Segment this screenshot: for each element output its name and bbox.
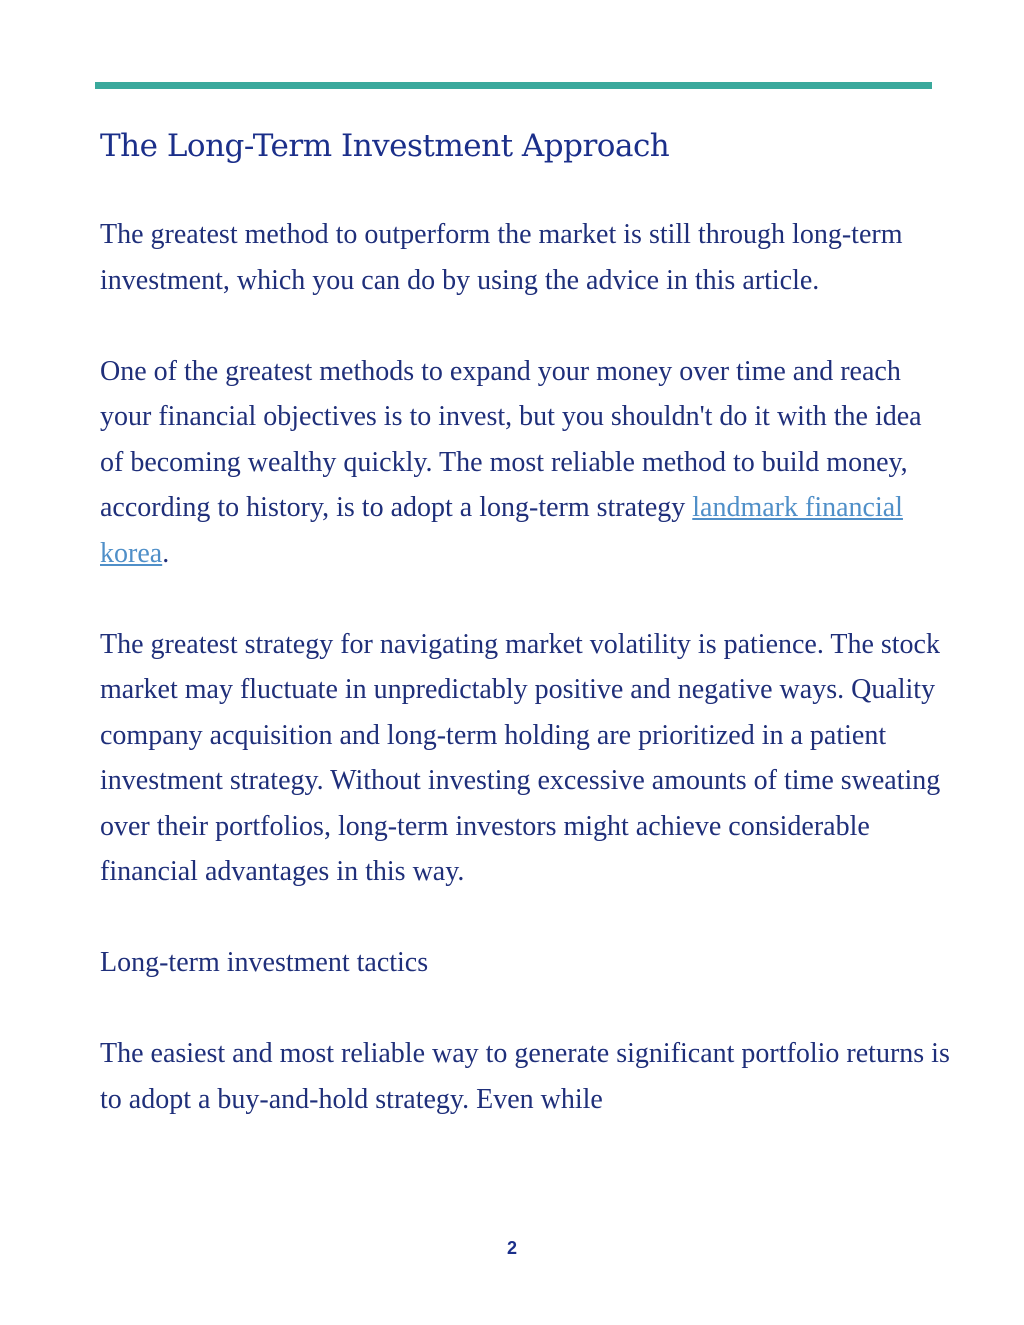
page-number: 2 <box>506 1238 517 1258</box>
paragraph-3: The greatest strategy for navigating market volatility is patience. The stock market may fluctuate in unpredictably positive and negative ways. Quality company acquisition and long-term holding are prioritized in a patient investment strategy. Without investing excessive amounts of time sweating over their portfolios, long-term investors might achieve considerable financial advantages in this way. <box>100 628 941 887</box>
landmark-financial-korea-link[interactable]: landmark financial korea <box>100 492 903 569</box>
section-heading: Long-term investment tactics <box>100 947 429 978</box>
document-body <box>100 212 950 1168</box>
paragraph-2-text: One of the greatest methods to expand your money over time and reach your financial objectives is to invest, but you shouldn't do it with the idea of becoming wealthy quickly. The most reliable method to build money, according to history, is to adopt a long-term strategy <box>100 355 922 523</box>
paragraph-4: The easiest and most reliable way to generate significant portfolio returns is to adopt a buy-and-hold strategy. Even while <box>100 1038 950 1115</box>
paragraph-2-end: . <box>162 537 170 569</box>
page-title: The Long-Term Investment Approach <box>100 128 670 164</box>
paragraph-2 <box>100 349 950 577</box>
top-divider <box>95 82 932 89</box>
paragraph-1: The greatest method to outperform the market is still through long-term investment, which you can do by using the advice in this article. <box>100 219 903 296</box>
